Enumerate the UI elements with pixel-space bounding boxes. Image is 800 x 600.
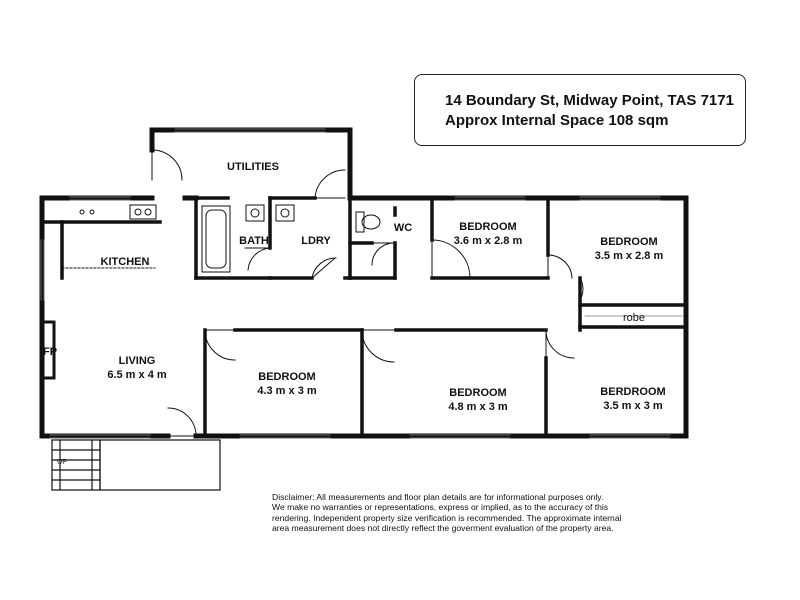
property-address: 14 Boundary St, Midway Point, TAS 7171 [445,92,734,109]
bath-label: BATH [239,235,269,247]
title-box [414,74,746,146]
bedroom-1-label [454,220,523,248]
wc-label: WC [393,222,413,234]
outer-walls [42,130,686,436]
bedroom-3-dim: 4.3 m x 3 m [257,385,317,397]
bedroom-5-name: BERDROOM [600,386,666,398]
interior-walls [42,198,686,436]
disclaimer-text: Disclaimer: All measurements and floor plan details are for informational purposes only. We make no warranties or representations, express or implied, as to the accuracy of this rendering. Independent property size verification is recommended. The approximate internal area measurement does not directly reflect the goverment evaluation of the property area. [272,492,622,533]
stairs-up-label: UP [57,459,67,466]
internal-area: Approx Internal Space 108 sqm [445,112,669,129]
doors [152,150,583,436]
bedroom-2-dim: 3.5 m x 2.8 m [594,250,664,262]
bedroom-4-name: BEDROOM [449,387,507,399]
robe-label: robe [622,312,646,324]
living-dim: 6.5 m x 4 m [107,369,167,381]
bedroom-4-label [448,386,507,414]
bedroom-5-dim: 3.5 m x 3 m [603,400,663,412]
bedroom-2-name: BEDROOM [600,236,658,248]
bedroom-4-dim: 4.8 m x 3 m [448,401,508,413]
kitchen-label: KITCHEN [100,256,150,268]
laundry-label: LDRY [301,235,331,247]
bedroom-1-name: BEDROOM [459,221,517,233]
bedroom-5-label [600,385,665,413]
utilities-label: UTILITIES [227,161,279,173]
deck [52,440,220,490]
living-name: LIVING [118,355,156,367]
fireplace-label: FP [42,346,58,358]
bedroom-3-name: BEDROOM [258,371,316,383]
bedroom-2-label [595,235,664,263]
bedroom-3-label [257,370,316,398]
living-label [107,354,166,382]
bedroom-1-dim: 3.6 m x 2.8 m [453,235,523,247]
windows [41,129,670,438]
